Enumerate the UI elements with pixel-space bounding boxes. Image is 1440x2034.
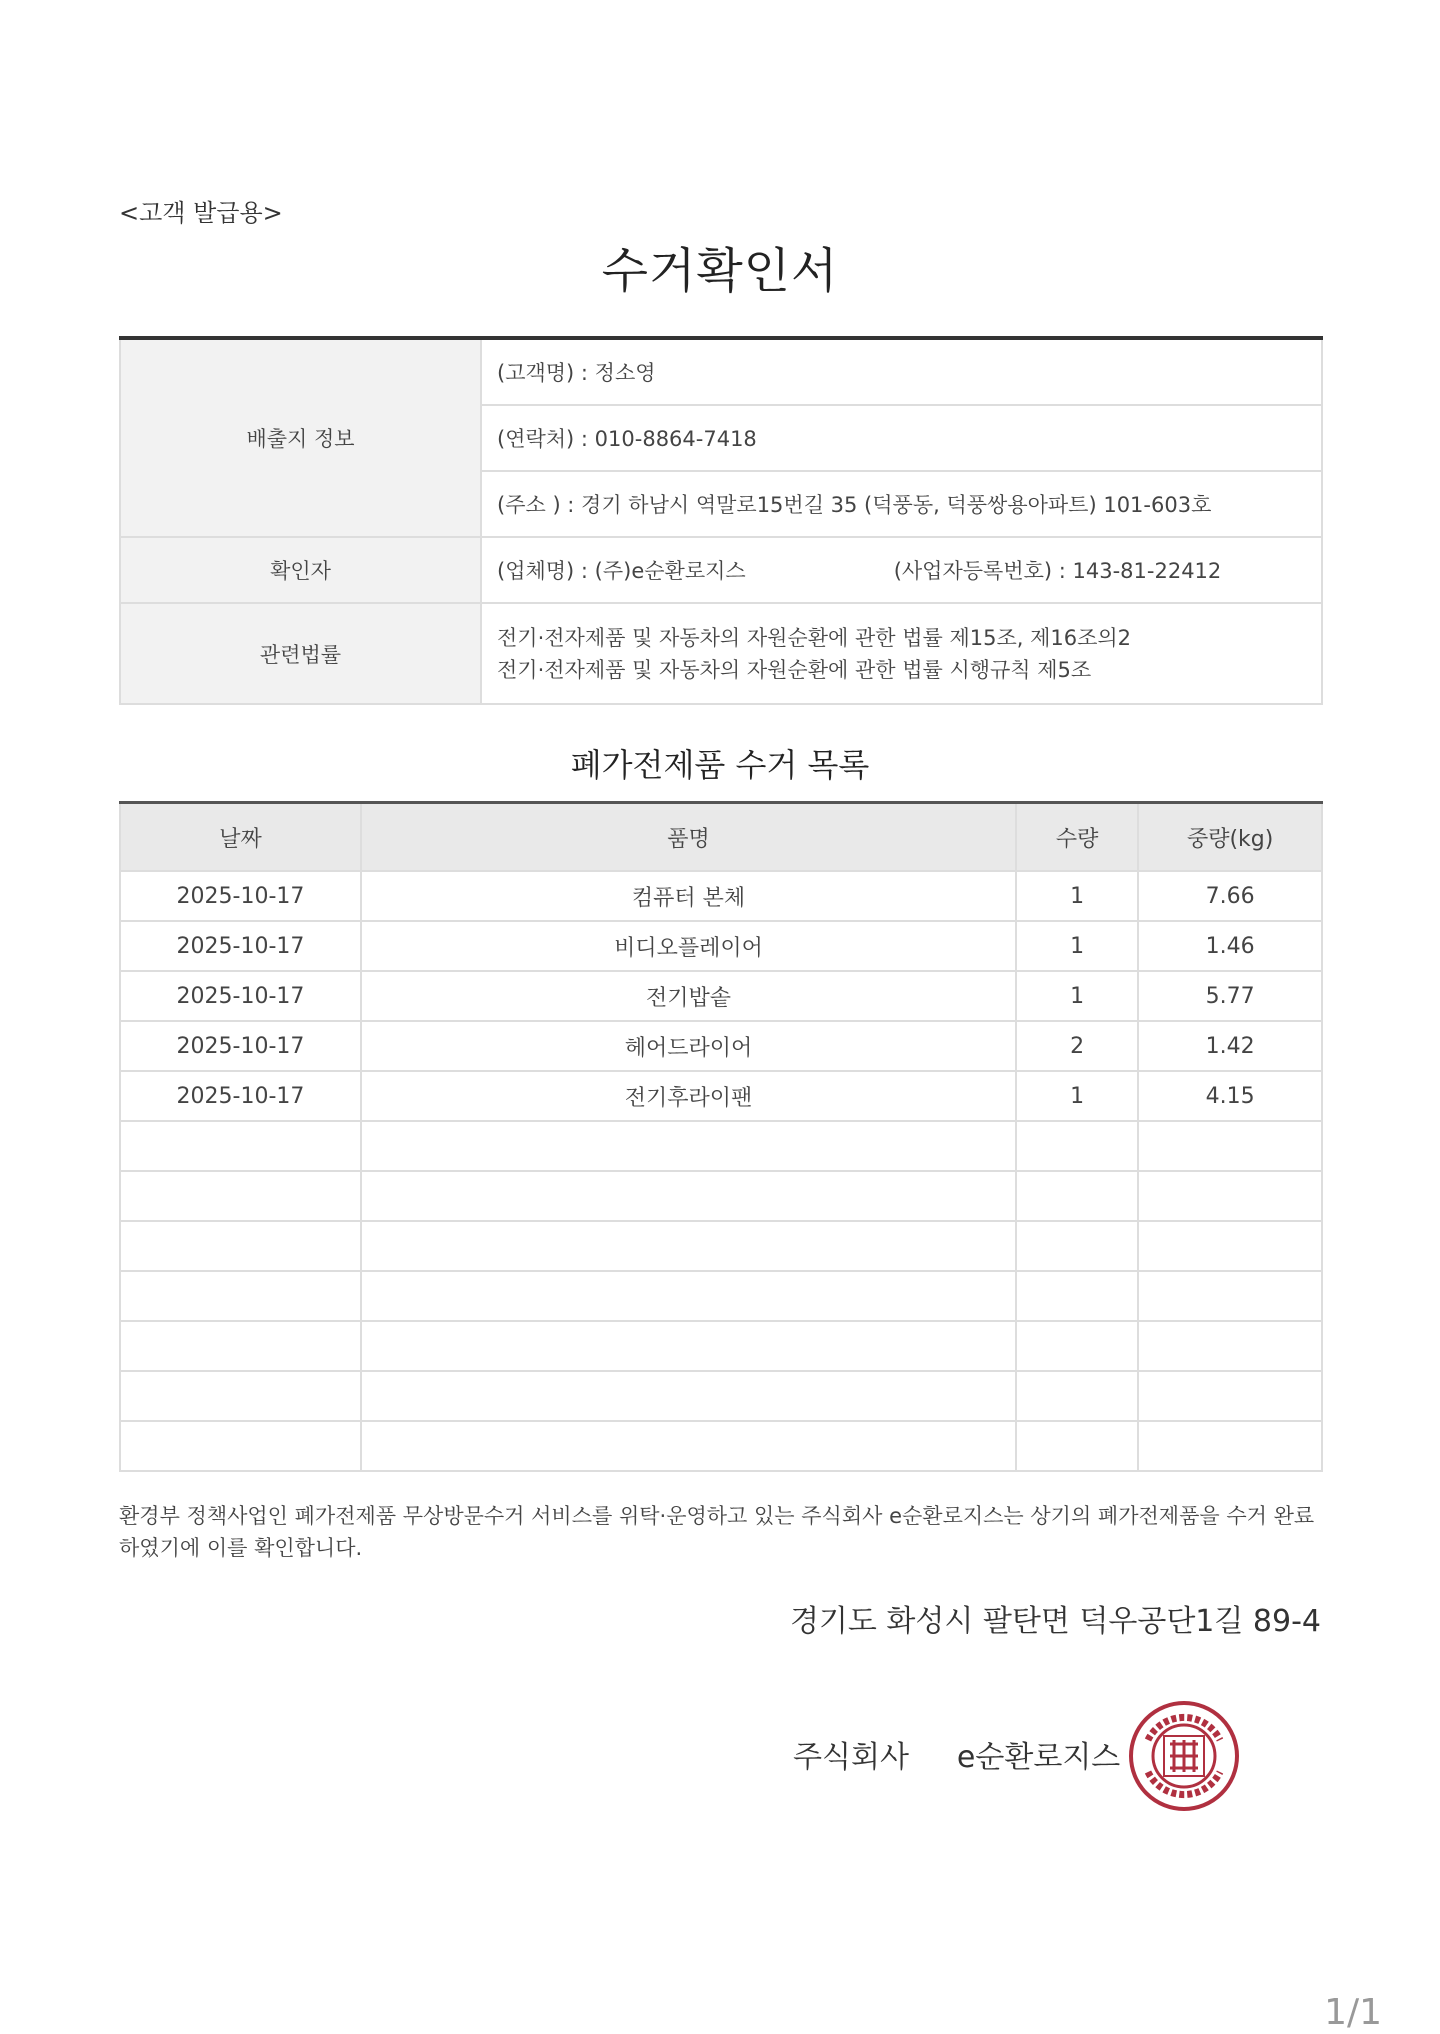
empty-row <box>120 1421 1322 1471</box>
cell-qty: 1 <box>1016 971 1138 1021</box>
table-row <box>120 1021 1322 1071</box>
cell-date: 2025-10-17 <box>120 921 361 971</box>
company-type: 주식회사 <box>793 1740 909 1775</box>
customer-contact: (연락처) : 010-8864-7418 <box>481 405 1322 471</box>
document-title: 수거확인서 <box>601 243 839 299</box>
confirmation-statement: 환경부 정책사업인 폐가전제품 무상방문수거 서비스를 위탁·운영하고 있는 주식회사 e순환로지스는 상기의 폐가전제품을 수거 완료하였기에 이를 확인합니다. <box>119 1504 1315 1560</box>
cell-weight: 7.66 <box>1138 871 1322 921</box>
items-list-title: 폐가전제품 수거 목록 <box>570 746 870 784</box>
empty-row <box>120 1371 1322 1421</box>
empty-row <box>120 1171 1322 1221</box>
law-cell <box>481 603 1322 704</box>
cell-date: 2025-10-17 <box>120 1021 361 1071</box>
column-header-weight: 중량(kg) <box>1138 803 1322 872</box>
cell-weight: 4.15 <box>1138 1071 1322 1121</box>
cell-date: 2025-10-17 <box>120 1071 361 1121</box>
empty-row <box>120 1321 1322 1371</box>
company-seal-icon <box>1128 1700 1240 1812</box>
cell-name: 비디오플레이어 <box>361 921 1016 971</box>
cell-weight: 5.77 <box>1138 971 1322 1021</box>
company-name: e순환로지스 <box>956 1740 1121 1775</box>
page-indicator: 1/1 <box>1324 1992 1382 2033</box>
cell-qty: 1 <box>1016 871 1138 921</box>
table-row <box>120 921 1322 971</box>
company-address: 경기도 화성시 팔탄면 덕우공단1길 89-4 <box>789 1604 1321 1639</box>
customer-address: (주소 ) : 경기 하남시 역말로15번길 35 (덕풍동, 덕풍쌍용아파트) 101-603호 <box>481 471 1322 537</box>
company-name-field: (업체명) : (주)e순환로지스 <box>497 559 746 583</box>
law-line-1: 전기·전자제품 및 자동차의 자원순환에 관한 법률 제15조, 제16조의2 <box>497 625 1132 650</box>
law-header: 관련법률 <box>120 603 481 704</box>
column-header-qty: 수량 <box>1016 803 1138 872</box>
discharge-info-header: 배출지 정보 <box>120 338 481 537</box>
empty-row <box>120 1271 1322 1321</box>
confirmer-info <box>481 537 1322 603</box>
info-table <box>119 336 1323 705</box>
empty-row <box>120 1121 1322 1171</box>
business-number-field: (사업자등록번호) : 143-81-22412 <box>893 559 1222 583</box>
cell-qty: 1 <box>1016 1071 1138 1121</box>
cell-date: 2025-10-17 <box>120 971 361 1021</box>
table-row <box>120 1071 1322 1121</box>
cell-qty: 1 <box>1016 921 1138 971</box>
cell-date: 2025-10-17 <box>120 871 361 921</box>
law-line-2: 전기·전자제품 및 자동차의 자원순환에 관한 법률 시행규칙 제5조 <box>497 657 1092 682</box>
table-row <box>120 871 1322 921</box>
empty-row <box>120 1221 1322 1271</box>
cell-name: 컴퓨터 본체 <box>361 871 1016 921</box>
cell-weight: 1.42 <box>1138 1021 1322 1071</box>
cell-qty: 2 <box>1016 1021 1138 1071</box>
column-header-name: 품명 <box>361 803 1016 872</box>
copy-label: <고객 발급용> <box>119 199 283 227</box>
table-row <box>120 971 1322 1021</box>
items-table <box>119 801 1323 1472</box>
cell-weight: 1.46 <box>1138 921 1322 971</box>
company-signature <box>793 1732 1120 1776</box>
cell-name: 헤어드라이어 <box>361 1021 1016 1071</box>
cell-name: 전기밥솥 <box>361 971 1016 1021</box>
cell-name: 전기후라이팬 <box>361 1071 1016 1121</box>
column-header-date: 날짜 <box>120 803 361 872</box>
confirmer-header: 확인자 <box>120 537 481 603</box>
customer-name: (고객명) : 정소영 <box>481 338 1322 405</box>
